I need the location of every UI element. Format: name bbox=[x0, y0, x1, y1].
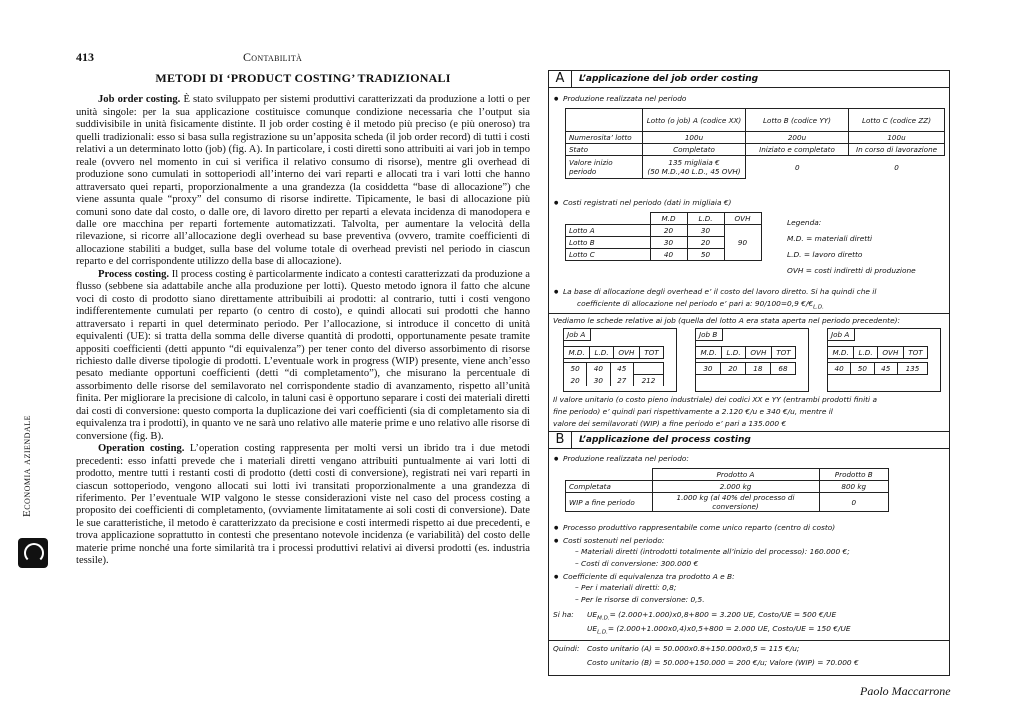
job-title: Job A bbox=[564, 329, 591, 341]
bullet-text: ● La base di allocazione degli overhead e’ il costo del lavoro diretto. Si ha quindi che il bbox=[563, 287, 876, 296]
table-cell: 40 bbox=[587, 363, 610, 375]
table-cell: 0 bbox=[819, 493, 889, 512]
table-cell: 40 bbox=[828, 363, 851, 375]
process-table bbox=[565, 468, 889, 512]
quindi-label: Quindi: bbox=[553, 644, 580, 653]
table-cell: In corso di lavorazione bbox=[849, 144, 945, 156]
job-title: Job B bbox=[696, 329, 723, 341]
table-header: M.D. bbox=[564, 347, 590, 359]
table-cell: Lotto B bbox=[566, 237, 651, 249]
page-number: 413 bbox=[76, 50, 94, 64]
sheets-intro: Vediamo le schede relative ai job (quella del lotto A era stata aperta nel periodo precedente): bbox=[553, 316, 900, 325]
table-cell: 18 bbox=[745, 363, 770, 375]
table-cell: Completata bbox=[566, 481, 653, 493]
table-cell: 40 bbox=[650, 249, 687, 261]
article-body bbox=[76, 70, 530, 568]
bullet-text: ● Processo produttivo rappresentabile come unico reparto (centro di costo) bbox=[563, 523, 835, 532]
table-cell: 2.000 kg bbox=[652, 481, 819, 493]
table-cell: 200u bbox=[746, 132, 849, 144]
table-header: Lotto (o job) A (codice XX) bbox=[643, 109, 746, 132]
bullet-text: ● Costi sostenuti nel periodo: bbox=[563, 536, 664, 545]
sub-item: – Per i materiali diretti: 0,8; bbox=[575, 583, 677, 592]
paragraph-heading: Operation costing. bbox=[98, 443, 185, 455]
equation: $UE_{L.D.}= (2.000+1.000x0,4)x0,5+800 = 2.000$ UE, Costo/UE = 150 €/UE bbox=[587, 624, 851, 636]
table-header: Lotto C (codice ZZ) bbox=[849, 109, 945, 132]
table-cell: 20 bbox=[564, 375, 587, 387]
table-cell: 1.000 kg (al 40% del processo di conversione) bbox=[652, 493, 819, 512]
table-cell: 30 bbox=[650, 237, 687, 249]
figure-a bbox=[549, 71, 949, 428]
table-cell: 45 bbox=[874, 363, 897, 375]
table-header: Prodotto A bbox=[652, 469, 819, 481]
author-signature: Paolo Maccarrone bbox=[860, 684, 951, 698]
equation: $UE_{M.D.}= (2.000+1.000)x0,8+800 = 3.200$ UE, Costo/UE = 500 €/UE bbox=[587, 610, 837, 622]
table-cell: Stato bbox=[566, 144, 643, 156]
table-cell: 0 bbox=[894, 162, 899, 172]
job-title: Job A bbox=[828, 329, 855, 341]
table-header: M.D. bbox=[828, 347, 854, 359]
table-cell: 0 bbox=[794, 162, 800, 172]
table-cell: 100u bbox=[849, 132, 945, 144]
figure-panel bbox=[548, 70, 950, 676]
table-cell: 20 bbox=[720, 363, 745, 375]
figure-title: L’applicazione del job order costing bbox=[579, 74, 759, 84]
table-header: Lotto B (codice YY) bbox=[746, 109, 849, 132]
paragraph-process bbox=[76, 269, 530, 443]
table-cell: 20 bbox=[687, 237, 724, 249]
conclusion-text: fine periodo) e’ quindi pari rispettivamente a 2.120 €/u e 340 €/u, mentre il bbox=[553, 407, 833, 416]
costs-table bbox=[565, 212, 762, 261]
table-header: OVH bbox=[724, 213, 761, 225]
figure-b bbox=[549, 431, 949, 667]
table-header: L.D. bbox=[590, 347, 614, 359]
paragraph-text: L’operation costing rappresenta per molti versi un ibrido tra i due metodi precedenti: esso infatti prevede che i materiali diretti vengano attribuiti puntualmente ai vari lotti di prodotto, mentre tutti i restanti costi di prodotto (detti costi di conversione), registrati nei vari reparti in ciascun sottoperiodo, vengono allocati sui lotti ivi transitati proporzionalmente a una grandezza di riferimento. Per l’eventuale WIP valgono le stesse considerazioni viste nel caso del process costing a proposito dei coefficienti di completamento, (ovviamente limitatamente ai soli costi di conversione). Date le sue caratteristiche, il metodo è caratterizzato da precisione e costi intermedi rispetto ai due precedenti, e trova applicazione soprattutto in contesti che presentano notevole incidenza (e variabilità) del costo delle materie prime nonché una forte similarità tra i processi produttivi relativi ai diversi prodotti (es. industria tessile). bbox=[76, 443, 530, 567]
table-header: OVH bbox=[877, 347, 903, 359]
table-cell: Valore inizio periodo bbox=[566, 156, 643, 179]
table-header: TOT bbox=[903, 347, 927, 359]
table-cell: WIP a fine periodo bbox=[566, 493, 653, 512]
paragraph-text: Il process costing è particolarmente indicato a contesti caratterizzati da produzione a flusso (sebbene sia adattabile anche alla produzione per lotti). Questo metodo ignora il fatto che alcune voci di costo di prodotto siano direttamente attribuibili ai prodotti: al contrario, tutti i costi vengono indifferentemente cumulati per reparto (o centro di costo), e quindi allocati sui prodotti che hanno attraversato i reparti in quel determinato periodo. Per l’allocazione, si introduce il concetto di unità equivalenti (UE): si tratta della somma delle diverse quantità di prodotti, opportunamente pesate tramite appositi coefficienti (detti appunto “di equivalenza”) per tener conto del diverso assorbimento di risorse richiesto dalle diverse tipologie di prodotti. L’eventuale work in progress (WIP) presente, viene anch’esso pesato mediante opportuni coefficienti (detti “di completamento”), che misurano la percentuale di assorbimento delle risorse del semilavorato nel corrispondente stadio di avanzamento, rispetto all’unità finita. Per migliorare la precisione di calcolo, in taluni casi è opportuno separare i costi dei materiali diretti dai costi di conversione: questo comporta la duplicazione dei vari coefficienti (sia di completamento sia di equivalenza tra i prodotti), in quanto ve ne sarà uno relativo alle materie prime e uno relativo alle risorse di conversione (fig. B). bbox=[76, 268, 531, 442]
bullet-text: ● Costi registrati nel periodo (dati in migliaia €) bbox=[563, 198, 731, 207]
table-header: TOT bbox=[771, 347, 795, 359]
result-line: Costo unitario (B) = 50.000+150.000 = 200 €/u; Valore (WIP) = 70.000 € bbox=[587, 658, 859, 667]
bullet-text: ● Produzione realizzata nel periodo bbox=[563, 94, 686, 103]
table-cell: Lotto C bbox=[566, 249, 651, 261]
table-cell: Numerosita’ lotto bbox=[566, 132, 643, 144]
sidebar-label: Economia aziendale bbox=[21, 414, 34, 518]
table-cell: 27 bbox=[610, 375, 633, 387]
table-cell: Lotto A bbox=[566, 225, 651, 237]
table-cell: 50 bbox=[851, 363, 874, 375]
table-header: OVH bbox=[613, 347, 639, 359]
sub-item: – Costi di conversione: 300.000 € bbox=[575, 559, 699, 568]
table-cell: Iniziato e completato bbox=[746, 144, 849, 156]
table-header: L.D. bbox=[854, 347, 878, 359]
table-header: OVH bbox=[745, 347, 771, 359]
legend-item: L.D. = lavoro diretto bbox=[787, 250, 863, 259]
publisher-logo-icon bbox=[18, 538, 48, 568]
table-cell: 50 bbox=[687, 249, 724, 261]
job-card-c bbox=[827, 328, 941, 392]
table-cell: 135 migliaia € (50 M.D.,40 L.D., 45 OVH) bbox=[643, 156, 746, 179]
job-card-a bbox=[563, 328, 677, 392]
table-cell: 50 bbox=[564, 363, 587, 375]
sub-item: – Materiali diretti (introdotti totalmente all’inizio del processo): 160.000 €; bbox=[575, 547, 850, 556]
legend-title: Legenda: bbox=[787, 218, 822, 227]
table-cell: 68 bbox=[770, 363, 795, 375]
bullet-text: ● Produzione realizzata nel periodo: bbox=[563, 454, 689, 463]
table-header: L.D. bbox=[687, 213, 724, 225]
table-header: L.D. bbox=[722, 347, 746, 359]
si-ha-label: Si ha: bbox=[553, 610, 574, 619]
paragraph-heading: Process costing. bbox=[98, 268, 170, 280]
table-cell: 30 bbox=[696, 363, 720, 375]
production-table bbox=[565, 108, 945, 179]
legend-item: M.D. = materiali diretti bbox=[787, 234, 873, 243]
table-cell: 20 bbox=[650, 225, 687, 237]
legend-item: OVH = costi indiretti di produzione bbox=[787, 266, 916, 275]
table-cell: Completato bbox=[643, 144, 746, 156]
table-cell: 30 bbox=[587, 375, 610, 387]
paragraph-job-order bbox=[76, 94, 530, 268]
table-header: TOT bbox=[639, 347, 663, 359]
table-header: M.D. bbox=[696, 347, 722, 359]
table-header: M.D bbox=[650, 213, 687, 225]
conclusion-text: Il valore unitario (o costo pieno industriale) dei codici XX e YY (entrambi prodotti finiti a bbox=[553, 395, 877, 404]
paragraph-heading: Job order costing. bbox=[98, 94, 181, 106]
running-title: Contabilità bbox=[243, 50, 303, 64]
table-cell: 90 bbox=[724, 225, 761, 261]
paragraph-text: È stato sviluppato per sistemi produttivi caratterizzati da produzione a lotti o per unità singole: per la sua applicazione costituisce comunque condizione necessaria che l’output sia suddivisibile in unità fisicamente distinte. Il job order costing è il metodo più preciso (e più oneroso) tra quelli tradizionali: esso si basa sulla registrazione su un’apposita scheda (il job order record) di tutti i costi relativi a un determinato lotto (job) (fig. A). In particolare, i costi diretti sono attribuiti ai vari job in tempo reale (ovvero nel momento in cui si verifica il relativo consumo di risorse), mentre gli overhead di produzione sono cumulati in sottoperiodi all’interno dei vari reparti e allocati tra i vari lotti che hanno attraversato quei reparti, proporzionalmente a una grandezza (la cosiddetta “base di allocazione”) che viene assunta quale “proxy” del consumo di risorse indirette. Tipicamente, le basi di allocazione più comuni sono date dal costo, o dalle ore, di lavoro diretto per reparti a elevata incidenza di manodopera e dalle ore macchina per reparti fortemente automatizzati. Talvolta, per aumentare la velocità della rilevazione, si ricorre all’allocazione degli overhead su base preventiva (ovvero, tramite coefficienti di allocazione stabiliti a budget, sulla base del volume totale di overhead previsti nel periodo in ciascun reparto e del corrispondente utilizzo della base di allocazione). bbox=[76, 94, 530, 268]
table-cell: 135 bbox=[897, 363, 927, 375]
figure-title: L’applicazione del process costing bbox=[579, 435, 751, 445]
table-cell: 800 kg bbox=[819, 481, 889, 493]
result-line: Costo unitario (A) = 50.000x0.8+150.000x0,5 = 115 €/u; bbox=[587, 644, 800, 653]
table-cell bbox=[633, 363, 663, 375]
article-title: METODI DI ‘PRODUCT COSTING’ TRADIZIONALI bbox=[155, 71, 451, 85]
table-cell: 100u bbox=[643, 132, 746, 144]
bullet-text: ● Coefficiente di equivalenza tra prodotto A e B: bbox=[563, 572, 735, 581]
figure-letter: B bbox=[549, 432, 572, 448]
paragraph-operation bbox=[76, 443, 530, 568]
table-cell: 30 bbox=[687, 225, 724, 237]
table-header: Prodotto B bbox=[819, 469, 889, 481]
conclusion-text: valore dei semilavorati (WIP) a fine periodo e’ pari a 135.000 € bbox=[553, 419, 787, 428]
table-cell: 212 bbox=[633, 375, 663, 387]
figure-letter: A bbox=[549, 71, 572, 87]
table-cell: 45 bbox=[610, 363, 633, 375]
sub-item: – Per le risorse di conversione: 0,5. bbox=[575, 595, 705, 604]
job-card-b bbox=[695, 328, 809, 392]
bullet-continuation: coefficiente di allocazione nel periodo e’ pari a: 90/100=0,9 $€/€_{L.D.}$ bbox=[577, 299, 824, 311]
